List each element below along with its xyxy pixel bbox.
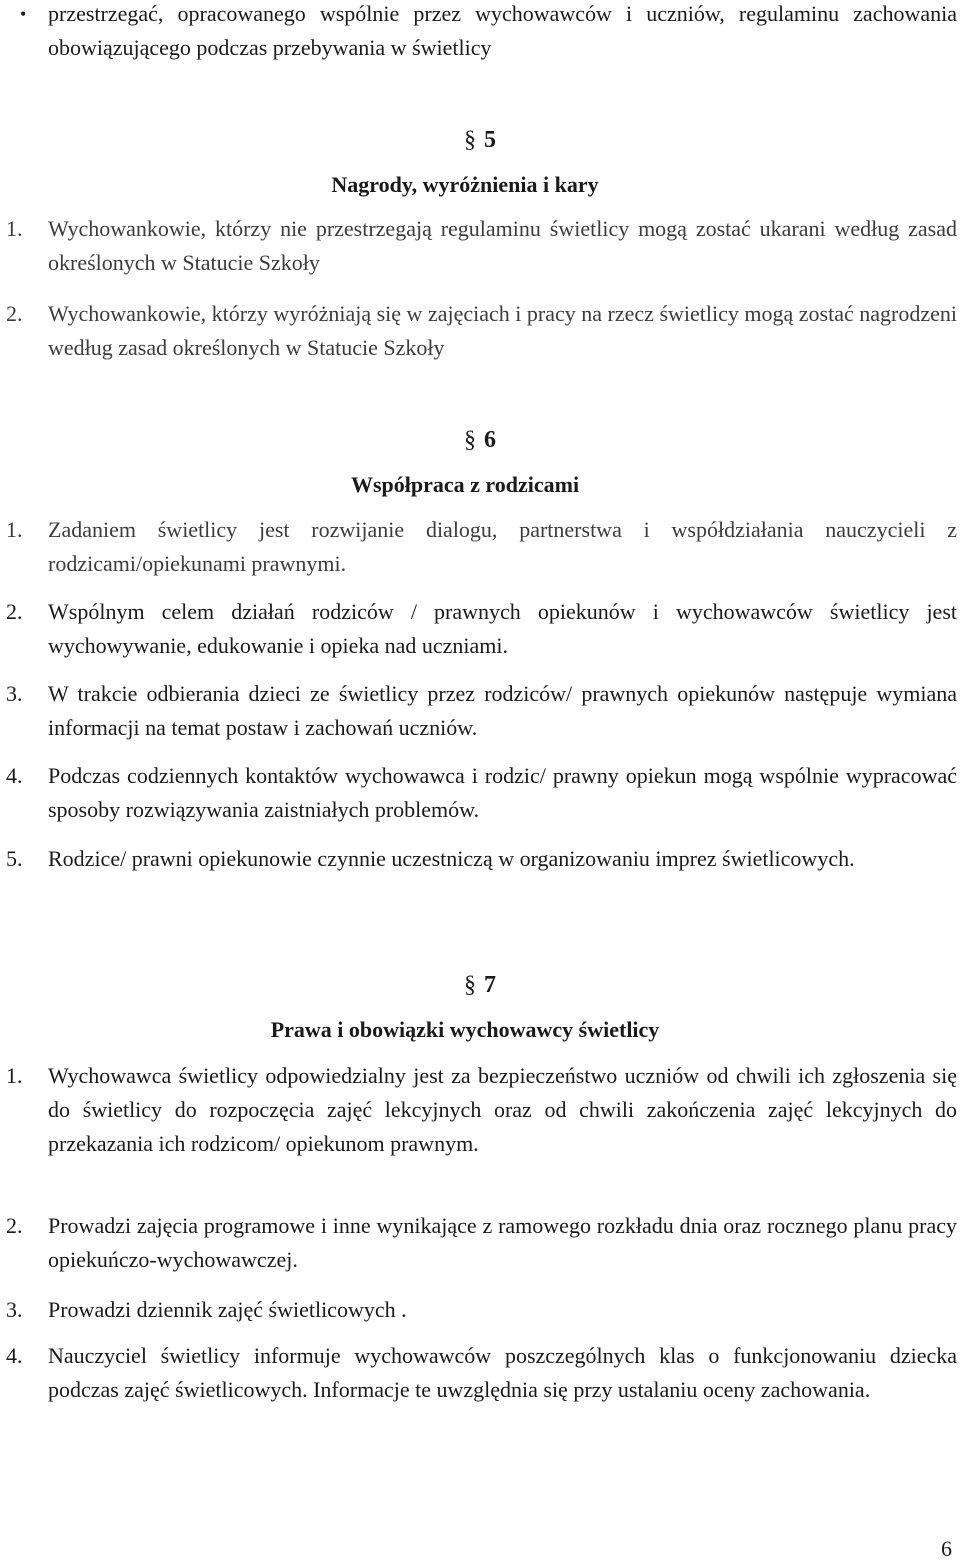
intro-bullet-text: przestrzegać, opracowanego wspólnie przez wychowawców i uczniów, regulaminu zachowania obowiązującego podczas przebywania w świetlicy xyxy=(48,1,957,60)
list-item-text: Prowadzi dziennik zajęć świetlicowych . xyxy=(48,1297,407,1322)
list-marker: 1. xyxy=(6,1063,23,1088)
list-item-text: Zadaniem świetlicy jest rozwijanie dialogu, partnerstwa i współdziałania nauczycieli z rodzicami/opiekunami prawnymi. xyxy=(48,517,957,576)
list-marker: 1. xyxy=(6,517,23,542)
list-marker: 4. xyxy=(6,763,23,788)
section-5-heading-number xyxy=(0,125,960,155)
list-item-text: Podczas codziennych kontaktów wychowawca i rodzic/ prawny opiekun mogą wspólnie wypracować sposoby rozwiązywania zaistniałych problemów. xyxy=(48,763,957,822)
list-item-text: W trakcie odbierania dzieci ze świetlicy przez rodziców/ prawnych opiekunów następuje wymiana informacji na temat postaw i zachowań uczniów. xyxy=(48,681,957,740)
page-number: 6 xyxy=(941,1536,952,1561)
section-6-item-5 xyxy=(6,842,957,876)
list-marker: 2. xyxy=(6,1213,23,1238)
list-item-text: Wychowawca świetlicy odpowiedzialny jest za bezpieczeństwo uczniów od chwili ich zgłoszenia się do świetlicy do rozpoczęcia zajęć lekcyjnych oraz od chwili zakończenia zajęć lekcyjnych do przekazania ich rodzicom/ opiekunom prawnym. xyxy=(48,1063,957,1156)
section-7-item-2 xyxy=(6,1209,957,1277)
section-7-item-1 xyxy=(6,1059,957,1161)
section-5-item-1 xyxy=(6,212,957,280)
list-item-text: Wychowankowie, którzy wyróżniają się w zajęciach i pracy na rzecz świetlicy mogą zostać nagrodzeni według zasad określonych w Statucie Szkoły xyxy=(48,301,957,360)
section-6-item-3 xyxy=(6,677,957,745)
list-item-text: Prowadzi zajęcia programowe i inne wynikające z ramowego rozkładu dnia oraz rocznego planu pracy opiekuńczo-wychowawczej. xyxy=(48,1213,957,1272)
list-marker: 1. xyxy=(6,216,23,241)
section-number: 7 xyxy=(484,972,496,998)
list-marker: 3. xyxy=(6,1297,23,1322)
list-item-text: Wspólnym celem działań rodziców / prawnych opiekunów i wychowawców świetlicy jest wychowywanie, edukowanie i opieka nad uczniami. xyxy=(48,599,957,658)
intro-bullet-item xyxy=(20,0,957,65)
section-symbol: § xyxy=(464,127,476,153)
list-marker: 2. xyxy=(6,301,23,326)
list-marker: 5. xyxy=(6,846,23,871)
section-7-title: Prawa i obowiązki wychowawcy świetlicy xyxy=(270,1017,660,1042)
section-6-item-2 xyxy=(6,595,957,663)
section-symbol: § xyxy=(464,972,476,998)
section-5-title: Nagrody, wyróżnienia i kary xyxy=(331,172,599,197)
section-6-title: Współpraca z rodzicami xyxy=(350,472,580,497)
section-symbol: § xyxy=(464,427,476,453)
list-item-text: Rodzice/ prawni opiekunowie czynnie uczestniczą w organizowaniu imprez świetlicowych. xyxy=(48,846,855,871)
section-number: 5 xyxy=(484,127,496,153)
list-marker: 3. xyxy=(6,681,23,706)
section-7-item-3 xyxy=(6,1293,957,1327)
section-6-item-4 xyxy=(6,759,957,827)
section-5-item-2 xyxy=(6,297,957,365)
list-item-text: Nauczyciel świetlicy informuje wychowawców poszczególnych klas o funkcjonowaniu dziecka podczas zajęć świetlicowych. Informacje te uwzględnia się przy ustalaniu oceny zachowania. xyxy=(48,1343,957,1402)
list-marker: 4. xyxy=(6,1343,23,1368)
list-marker: 2. xyxy=(6,599,23,624)
bullet-marker: • xyxy=(20,4,27,24)
section-7-item-4 xyxy=(6,1339,957,1407)
list-item-text: Wychowankowie, którzy nie przestrzegają regulaminu świetlicy mogą zostać ukarani według zasad określonych w Statucie Szkoły xyxy=(48,216,957,275)
section-6-item-1 xyxy=(6,513,957,581)
section-6-heading-number xyxy=(0,425,960,455)
section-number: 6 xyxy=(484,427,496,453)
section-7-heading-number xyxy=(0,970,960,1000)
